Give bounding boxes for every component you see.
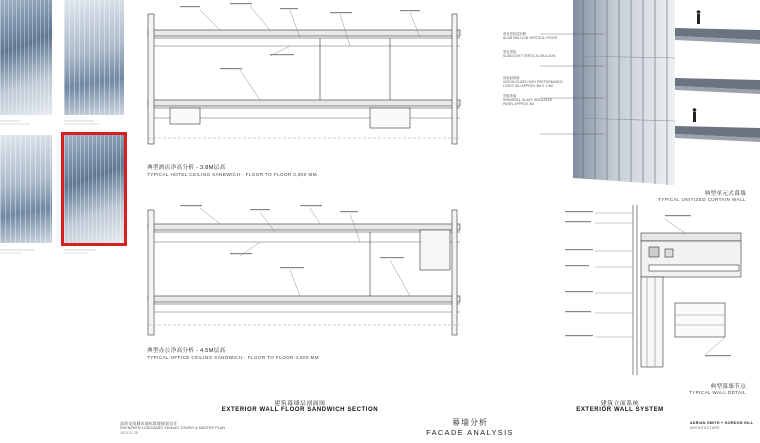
footer-project-block	[120, 421, 280, 436]
section-group-title-en: EXTERIOR WALL FLOOR SANDWICH SECTION	[221, 407, 379, 413]
facade-photo-3	[0, 135, 52, 243]
hotel-caption-en: TYPICAL HOTEL CEILING SANDWICH - FLOOR TO FLOOR 3,800 MM	[147, 172, 317, 177]
office-caption-en: TYPICAL OFFICE CEILING SANDWICH - FLOOR TO FLOOR 4,500 MM	[147, 355, 320, 360]
hotel-ceiling-section-drawing	[140, 0, 470, 155]
office-caption-cn: 典型办公净高分析 - 4.5M层高	[147, 348, 226, 354]
section-group-title-cn: 建筑幕墙层剖面图	[274, 401, 326, 407]
cw-label-2: 竖直竖梃 SLAB LIGHT VERTICAL MULLION	[503, 50, 556, 58]
facade-photo-4-selected	[64, 135, 124, 243]
project-name-en: SHENZHEN LONGGANG SHIMAO TOWER & MASTER PLAN	[120, 426, 226, 430]
firm-logo-block	[690, 421, 760, 430]
facade-photo-1	[0, 0, 52, 115]
curtain-wall-leader-lines	[540, 30, 610, 160]
sheet-title-block	[400, 418, 540, 438]
project-name-cn: 深圳龙岗城市地标塔楼规划设计	[120, 421, 178, 426]
curtain-wall-caption-cn: 典型单元式幕墙	[704, 191, 746, 197]
cw-label-1: 垂直竖梃装饰鳍 ALUM MULLION VERTICAL FRONT	[503, 32, 558, 40]
typical-wall-detail-drawing	[565, 205, 750, 375]
firm-subtitle: ARCHITECTURE	[690, 426, 720, 430]
wall-detail-caption-cn: 典型幕墙节点	[710, 384, 746, 390]
wall-detail-caption-en: TYPICAL WALL DETAIL	[688, 390, 746, 395]
office-ceiling-section-drawing	[140, 200, 470, 340]
project-date: 2013.11.25	[120, 431, 138, 435]
photo-caption-lines-2	[0, 244, 124, 254]
sheet-title-cn: 幕墙分析	[452, 418, 488, 427]
cw-label-3: 低辐射玻璃 VISION GLASS HIGH PERFORMANCE LOW E IGU APPROX 3M X 1.5M	[503, 76, 563, 88]
sheet-title-en: FACADE ANALYSIS	[426, 428, 514, 437]
curtain-wall-caption-en: TYPICAL UNITIZED CURTAIN WALL	[658, 197, 746, 202]
photo-caption-lines	[0, 118, 124, 132]
facade-photo-2	[64, 0, 124, 115]
hotel-caption-cn: 典型酒店净高分析 - 3.8M层高	[147, 165, 226, 171]
cw-label-4: 背板玻璃 SPANDREL GLASS INSULATED PANEL APPROX 3M	[503, 94, 553, 106]
firm-name: ADRIAN SMITH + GORDON GILL	[690, 421, 754, 425]
wall-system-title-cn: 建筑立面系统	[600, 401, 640, 407]
wall-system-title-en: EXTERIOR WALL SYSTEM	[576, 407, 664, 413]
